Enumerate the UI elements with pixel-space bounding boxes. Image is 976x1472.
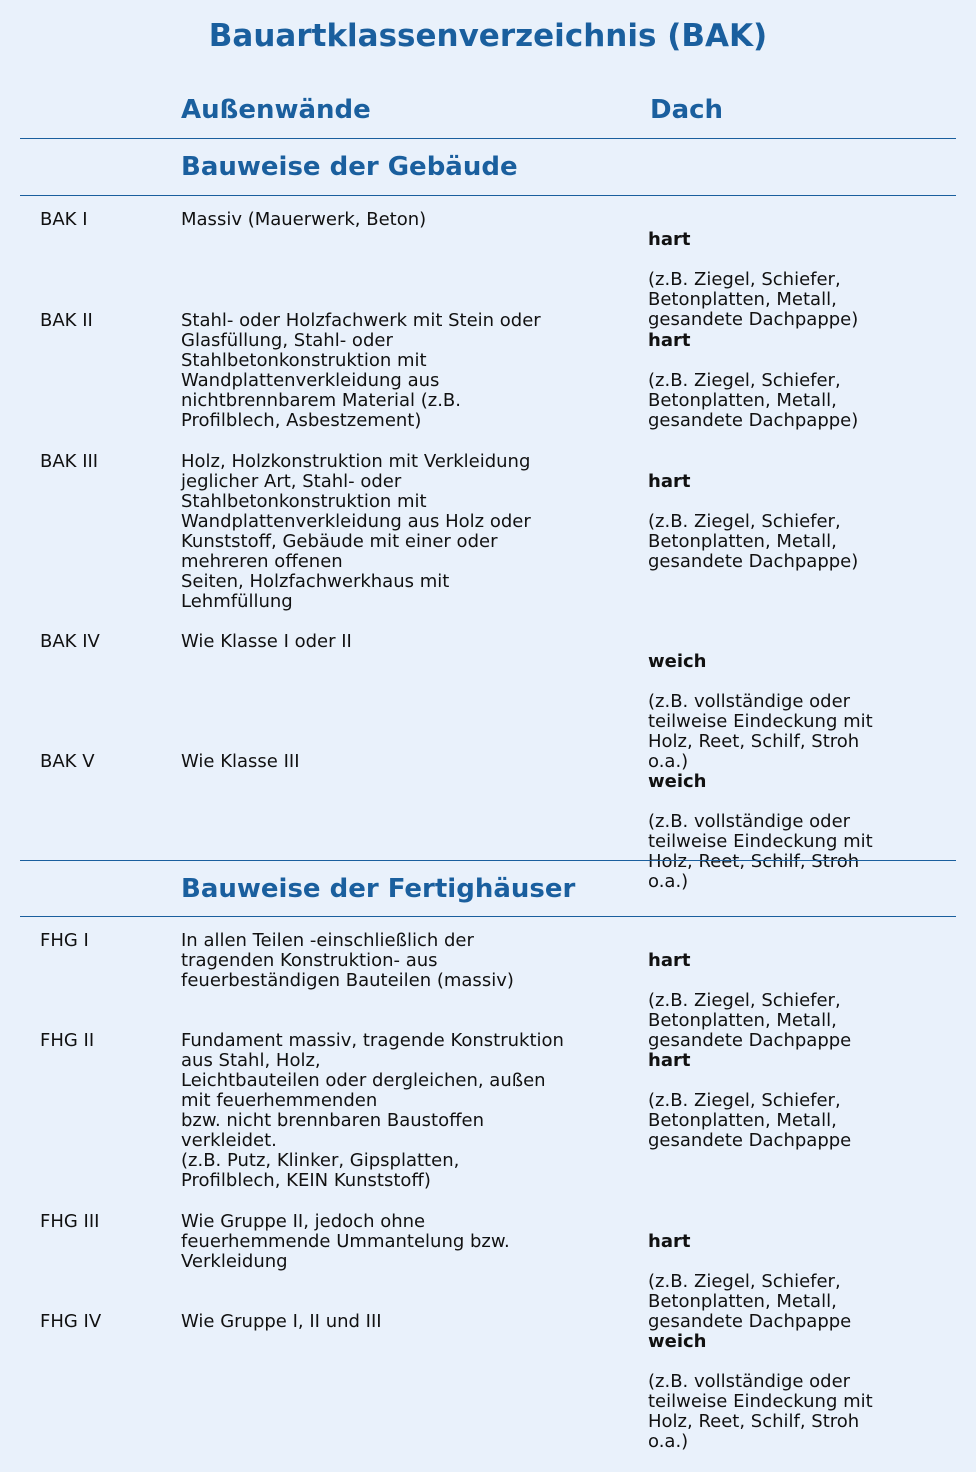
column-header-walls: Außenwände xyxy=(181,95,371,125)
walls-description: Fundament massiv, tragende Konstruktion aus Stahl, Holz, Leichtbauteilen oder dergleichen, außen mit feuerhemmenden bzw. nicht brennbaren Baustoffen verkleidet. (z.B. Putz, Klinker, Gipsplatten, Profilblech, KEIN Kunststoff) xyxy=(181,1030,564,1191)
divider xyxy=(20,138,956,139)
class-label: BAK II xyxy=(40,310,93,331)
walls-description: Wie Klasse III xyxy=(181,751,300,772)
roof-description: (z.B. Ziegel, Schiefer, Betonplatten, Metall, gesandete Dachpappe xyxy=(648,990,852,1051)
roof-description: (z.B. vollständige oder teilweise Eindeckung mit Holz, Reet, Schilf, Stroh o.a.) xyxy=(648,1371,873,1452)
divider xyxy=(20,195,956,196)
roof-cell xyxy=(648,1031,948,1171)
walls-description: Wie Gruppe II, jedoch ohne feuerhemmende Ummantelung bzw. Verkleidung xyxy=(181,1211,510,1272)
class-label: FHG I xyxy=(40,930,89,951)
roof-cell xyxy=(648,452,948,592)
roof-type: hart xyxy=(648,1231,691,1252)
column-header-roof: Dach xyxy=(650,95,724,125)
section-title-prefab: Bauweise der Fertighäuser xyxy=(181,874,576,904)
roof-description: (z.B. Ziegel, Schiefer, Betonplatten, Metall, gesandete Dachpappe) xyxy=(648,370,859,431)
roof-cell xyxy=(648,311,948,451)
roof-cell xyxy=(648,1312,948,1472)
walls-description: Wie Gruppe I, II und III xyxy=(181,1311,382,1332)
roof-description: (z.B. Ziegel, Schiefer, Betonplatten, Metall, gesandete Dachpappe xyxy=(648,1271,852,1332)
roof-description: (z.B. vollständige oder teilweise Eindeckung mit Holz, Reet, Schilf, Stroh o.a.) xyxy=(648,691,873,772)
class-label: FHG IV xyxy=(40,1311,102,1332)
page-title: Bauartklassenverzeichnis (BAK) xyxy=(208,18,768,54)
walls-description: Wie Klasse I oder II xyxy=(181,631,352,652)
walls-description: In allen Teilen -einschließlich der tragenden Konstruktion- aus feuerbeständigen Bauteilen (massiv) xyxy=(181,930,514,991)
roof-description: (z.B. Ziegel, Schiefer, Betonplatten, Metall, gesandete Dachpappe xyxy=(648,1090,852,1151)
walls-description: Stahl- oder Holzfachwerk mit Stein oder Glasfüllung, Stahl- oder Stahlbetonkonstruktion mit Wandplattenverkleidung aus nichtbrennbarem Material (z.B. Profilblech, Asbestzement) xyxy=(181,310,541,431)
class-label: BAK III xyxy=(40,451,99,472)
roof-description: (z.B. vollständige oder teilweise Eindeckung mit Holz, Reet, Schilf, Stroh o.a.) xyxy=(648,811,873,892)
roof-type: hart xyxy=(648,229,691,250)
walls-description: Massiv (Mauerwerk, Beton) xyxy=(181,209,427,230)
section-title-buildings: Bauweise der Gebäude xyxy=(181,152,518,182)
divider xyxy=(20,916,956,917)
class-label: FHG II xyxy=(40,1030,95,1051)
class-label: FHG III xyxy=(40,1211,100,1232)
roof-description: (z.B. Ziegel, Schiefer, Betonplatten, Metall, gesandete Dachpappe) xyxy=(648,269,859,330)
roof-type: hart xyxy=(648,950,691,971)
class-label: BAK IV xyxy=(40,631,100,652)
roof-type: weich xyxy=(648,651,707,672)
walls-description: Holz, Holzkonstruktion mit Verkleidung jeglicher Art, Stahl- oder Stahlbetonkonstruktion mit Wandplattenverkleidung aus Holz oder Kunststoff, Gebäude mit einer oder mehreren offenen Seiten, Holzfachwerkhaus mit Lehmfüllung xyxy=(181,451,531,612)
roof-type: weich xyxy=(648,771,707,792)
roof-description: (z.B. Ziegel, Schiefer, Betonplatten, Metall, gesandete Dachpappe) xyxy=(648,511,859,572)
roof-type: weich xyxy=(648,1331,707,1352)
class-label: BAK I xyxy=(40,209,88,230)
roof-type: hart xyxy=(648,1050,691,1071)
roof-cell xyxy=(648,752,948,912)
class-label: BAK V xyxy=(40,751,95,772)
roof-type: hart xyxy=(648,471,691,492)
divider xyxy=(20,860,956,861)
roof-type: hart xyxy=(648,330,691,351)
